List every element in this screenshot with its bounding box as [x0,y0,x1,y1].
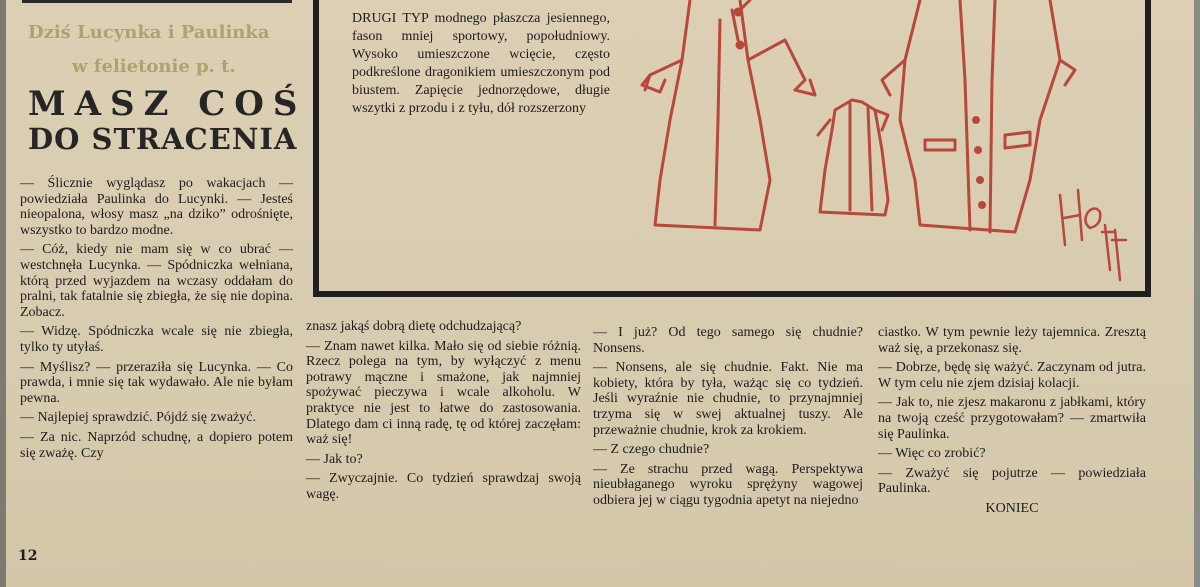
paragraph: ciastko. W tym pewnie leży tajemnica. Zresztą waż się, a przekonasz się. [878,325,1146,356]
headline-line-1: MASZ COŚ [28,84,307,124]
paragraph: — Ze strachu przed wagą. Perspektywa nieubłaganego wyroku sprężyny wagowej odbiera jej w ciągu tygodnia apetyt na niejedno [593,461,863,508]
paragraph: — Ślicznie wyglądasz po wakacjach — powiedziała Paulinka do Lucynki. — Jesteś nieopalona, włosy masz „na dziko” odrośnięte, wszystko to bardzo modne. [20,176,293,238]
article-column-2 [306,319,581,507]
coat-right-drawing [882,0,1075,232]
page-edge-right [1194,0,1200,587]
paragraph: — Dobrze, będę się ważyć. Zaczynam od jutra. W tym celu nie zjem dzisiaj kolacji. [878,360,1146,391]
artist-signature [1060,190,1126,280]
paragraph: — Jak to? [306,451,363,467]
paragraph: — Najlepiej sprawdzić. Pójdź się zważyć. [20,410,256,426]
article-column-1 [20,176,293,465]
fashion-caption [352,10,610,118]
page-edge-left [0,0,6,587]
page-number: 12 [18,548,38,564]
teaser-line-2: w felietonie p. t. [72,56,236,77]
coat-illustration [620,0,1145,290]
paragraph: — I już? Od tego samego się chudnie? Nonsens. [593,325,863,356]
teaser-line-1: Dziś Lucynka i Paulinka [28,22,270,43]
paragraph: — Cóż, kiedy nie mam się w co ubrać — westchnęła Lucynka. — Spódniczka wełniana, którą przed wyjazdem na wczasy oddałam do pralni, tak fatalnie się zbiegła, że się nie dopina. Zobacz. [20,242,293,320]
article-column-4 [878,325,1146,517]
paragraph: znasz jakąś dobrą dietę odchudzającą? [306,319,522,334]
paragraph: — Więc co zrobić? [878,446,986,462]
paragraph: — Jak to, nie zjesz makaronu z jabłkami, który na twoją cześć przygotowałam? — zmartwiła się Paulinka. [878,395,1146,442]
rule-line [22,0,292,3]
fashion-caption-text: DRUGI TYP modnego płaszcza jesiennego, fason mniej sportowy, popołudniowy. Wysoko umieszczone wcięcie, często podkreślone dragonikiem umieszczonym pod biustem. Zapięcie jednorzędowe, długie wszytki z przodu i z tyłu, dół rozszerzony [352,11,610,116]
coat-small-drawing [818,100,888,215]
paragraph: — Znam nawet kilka. Mało się od siebie różnią. Rzecz polega na tym, by wyłączyć z menu potrawy mączne i smażone, jak najmniej spożywać pieczywa i wcale alkoholu. W praktyce nie jest to łatwe do zastosowania. Dlatego dam ci inną radę, tę od której zaczęłam: waż się! [306,338,581,448]
article-column-3 [593,325,863,513]
paragraph: — Zważyć się pojutrze — powiedziała Paulinka. [878,465,1146,497]
paragraph: — Myślisz? — przeraziła się Lucynka. — Co prawda, i mnie się tak wydawało. Ale nie byłam pewna. [20,359,293,406]
headline-line-2: DO STRACENIA [28,122,298,156]
paragraph: — Zwyczajnie. Co tydzień sprawdzaj swoją wagę. [306,471,581,502]
paragraph: — Za nic. Naprzód schudnę, a dopiero potem się zważę. Czy [20,429,293,461]
paragraph: — Z czego chudnie? [593,442,710,458]
article-end-mark: KONIEC [985,500,1039,516]
paragraph: — Widzę. Spódniczka wcale się nie zbiegła, tylko ty utyłaś. [20,324,293,355]
paragraph: — Nonsens, ale się chudnie. Fakt. Nie ma kobiety, która by tyła, ważąc się co tydzień. Jeśli wyraźnie nie chudnie, to przynajmniej trzyma się w swej aktualnej tuszy. Ale przeważnie chudnie, krok za krokiem. [593,360,863,438]
coat-left-drawing [642,0,815,230]
